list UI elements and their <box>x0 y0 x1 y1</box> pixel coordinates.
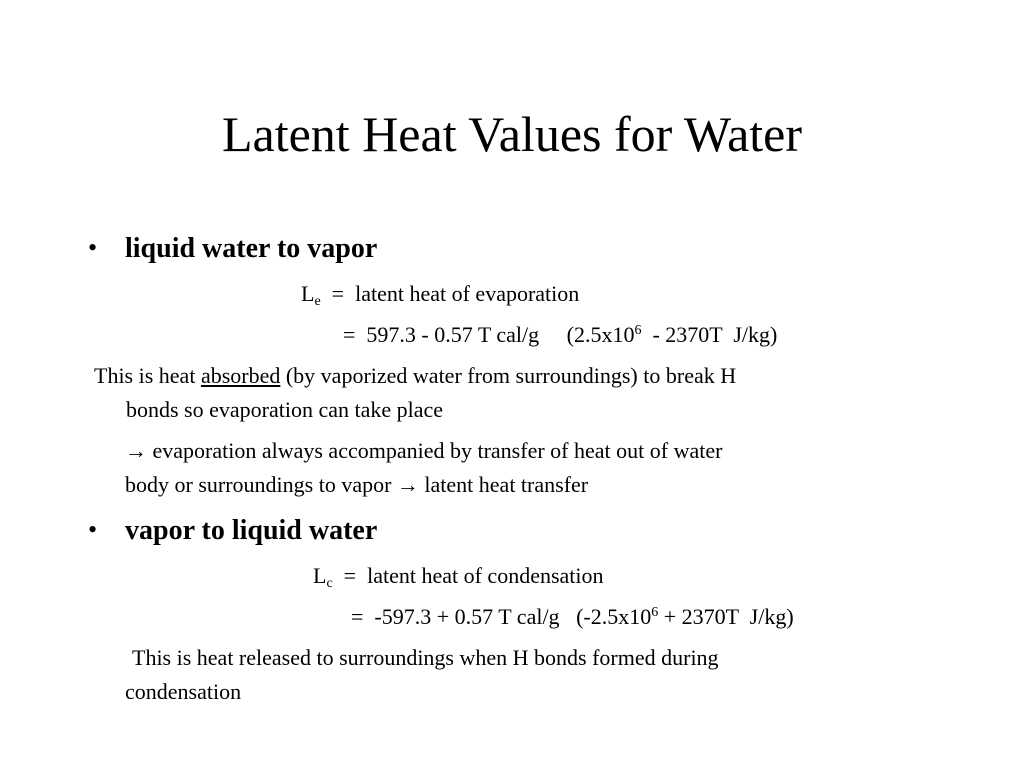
equals-sign: = <box>343 322 356 347</box>
arrow-note-continuation: body or surroundings to vapor <box>125 472 397 497</box>
definition-evaporation <box>301 281 579 307</box>
right-arrow-icon: → <box>125 438 147 463</box>
note-text-underlined: absorbed <box>200 363 281 388</box>
latent-heat-symbol: L <box>301 281 315 306</box>
note-evaporation <box>94 359 736 427</box>
bullet-marker: • <box>88 515 98 544</box>
equals-sign: = <box>331 281 345 306</box>
si-value-suffix: - 2370T J/kg) <box>641 322 778 347</box>
si-value-exponent: 6 <box>651 605 659 620</box>
definition-condensation <box>313 563 604 589</box>
equals-sign: = <box>343 563 357 588</box>
section-heading-condensation: vapor to liquid water <box>125 515 378 546</box>
definition-text: latent heat of condensation <box>367 563 604 588</box>
formula-evaporation <box>343 322 777 348</box>
latent-heat-symbol: L <box>313 563 327 588</box>
formula-value: -597.3 + 0.57 T cal/g <box>374 604 560 629</box>
definition-text: latent heat of evaporation <box>355 281 580 306</box>
note-text-before: This is heat <box>94 363 201 388</box>
si-value-exponent: 6 <box>634 323 642 338</box>
slide-title: Latent Heat Values for Water <box>221 106 802 162</box>
si-value-prefix: (2.5x10 <box>566 322 635 347</box>
si-value-prefix: (-2.5x10 <box>576 604 652 629</box>
note-continuation: condensation <box>125 679 242 704</box>
arrow-note-end: latent heat transfer <box>418 472 589 497</box>
bullet-marker: • <box>88 233 98 262</box>
latent-heat-subscript: e <box>314 294 321 309</box>
note-continuation: bonds so evaporation can take place <box>126 397 444 422</box>
arrow-note-text: evaporation always accompanied by transfer of heat out of water <box>147 438 723 463</box>
note-condensation <box>125 641 719 709</box>
arrow-note-evaporation <box>125 434 722 502</box>
equals-sign: = <box>351 604 364 629</box>
formula-condensation <box>351 604 794 630</box>
section-heading-evaporation: liquid water to vapor <box>125 233 378 264</box>
si-value-suffix: + 2370T J/kg) <box>658 604 794 629</box>
latent-heat-subscript: c <box>326 576 333 591</box>
right-arrow-icon: → <box>396 472 419 497</box>
note-text-after: (by vaporized water from surroundings) to break H <box>280 363 737 388</box>
formula-value: 597.3 - 0.57 T cal/g <box>366 322 540 347</box>
note-text: This is heat released to surroundings when H bonds formed during <box>132 645 719 670</box>
